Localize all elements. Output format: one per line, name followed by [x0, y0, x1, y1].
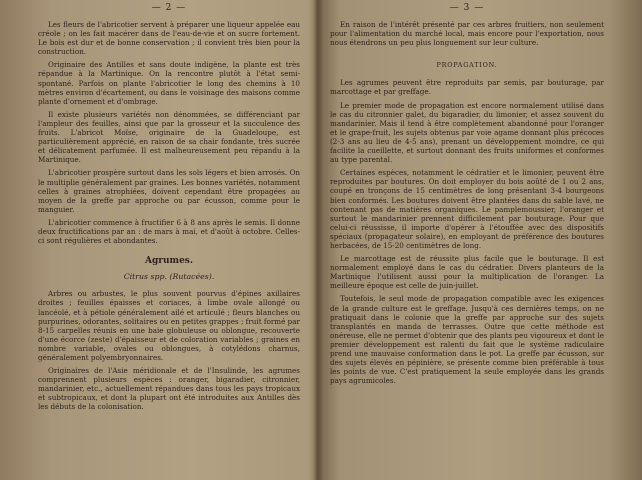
right-page: [330, 0, 604, 480]
section-heading: Agrumes.: [144, 256, 193, 267]
book-spine: [313, 0, 323, 480]
paragraph: Le premier mode de propagation est encore normalement utilisé dans le cas du citronnier galet, du bigaradier, du limonier, et assez souvent du mandarinier. Mais il tend à être complètement abandonné pour l'oranger et le grape-fruit, les sujets obtenus par voie agame donnant plus précoces (2-3 ans au lieu de 4-5 ans), prenant un développement moindre, ce qui facilite la cueillette, et surtout donnant des fruits uniformes et conformes au type parental.: [330, 100, 604, 165]
paragraph: L'abricotier commence à fructifier 6 à 8 ans après le semis. Il donne deux fructifications par an : de mars à mai, et d'août à octobre. Celles-ci sont régulières et abondantes.: [38, 217, 300, 246]
paragraph: Le marcottage est de réussite plus facile que le bouturage. Il est normalement employé dans le cas du cédratier. Divers planteurs de la Martinique l'utilisent aussi pour la multiplication de l'oranger. La meilleure époque est celle de juin-juillet.: [330, 254, 604, 291]
paragraph: Il existe plusieurs variétés non dénommées, se différenciant par l'ampleur des feuilles, ainsi que par la grosseur et la succulence des fruits. L'abricot Moïse, originaire de la Guadeloupe, est particulièrement apprécié, en raison de sa chair fondante, très sucrée et délicatement parfumée. Il est malheureusement peu répandu à la Martinique.: [38, 109, 300, 165]
paragraph: Arbres ou arbustes, le plus souvent pourvus d'épines axillaires droites ; feuilles épaisses et coriaces, à limbe ovale allongé ou lancéolé, et à pétiole généralement ailé et articulé ; fleurs blanches ou purpurines, odorantes, solitaires ou en petites grappes ; fruit formé par 8-15 carpelles réunis en une baie globuleuse ou oblongue, recouverte d'une écorce (zeste) d'épaisseur et de coloration variables ; graines en nombre variable, ovales ou oblongues, à cotylédons charnus, généralement polyembryonnaires.: [38, 289, 300, 362]
section-subheading: Citrus spp. (Rutacées).: [123, 272, 215, 282]
paragraph: L'abricotier prospère surtout dans les sols légers et bien arrosés. On le multiplie généralement par graines. Les bonnes variétés, notamment celles à graines atrophiées, doivent cependant être propagées au moyen de la greffe par approche ou par écusson, comme pour le manguier.: [38, 168, 300, 214]
page-number: — 3 —: [449, 3, 485, 13]
paragraph: Originaire des Antilles et sans doute indigène, la plante est très répandue à la Martinique. On la rencontre plutôt à l'état semi-spontané. Parfois on plante l'abricotier le long des chemins à 10 mètres environ d'écartement, ou dans le voisinage des maisons comme plante d'ornement et d'ombrage.: [38, 60, 300, 106]
paragraph: Certaines espèces, notamment le cédratier et le limonier, peuvent être reproduites par boutures. On doit employer du bois aoûté de 1 ou 2 ans, coupé en tronçons de 15 centimètres de long présentant 3-4 bourgeons bien conformés. Les boutures doivent être plantées dans du sable lavé, ne contenant pas de matières organiques. Le pamplemoussier, l'oranger et surtout le mandarinier prennent difficilement par bouturage. Pour que celui-ci réussisse, il importe d'opérer à l'étouffée avec des dispositifs spéciaux (propagateur solaire), en employant de préférence des boutures herbacées, de 15-20 centimètres de long.: [330, 168, 604, 250]
paragraph: Les fleurs de l'abricotier servent à préparer une liqueur appelée eau créole ; on les fait macérer dans de l'eau-de-vie et on sucre fortement. Le bois est dur et de bonne conservation ; il convient très bien pour la construction.: [38, 20, 300, 57]
paragraph: Originaires de l'Asie méridionale et de l'Insulinde, les agrumes comprennent plusieurs espèces : oranger, bigaradier, citronnier, mandarinier, etc., actuellement répandues dans tous les pays tropicaux et subtropicaux, et dont la plupart ont été introduites aux Antilles dès les débuts de la colonisation.: [38, 366, 300, 412]
left-page: [38, 0, 300, 480]
paragraph: Toutefois, le seul mode de propagation compatible avec les exigences de la grande culture est le greffage. Jusqu'à ces dernières temps, on ne pratiquait dans le colonie que la greffe par approche sur des sujets transplantés en manda de terrasses. Outre que cette méthode est onéreuse, elle ne permet d'obtenir que des plants peu vigoureux et dont le premier développement est ralenti du fait que le système radiculaire prend une mauvaise conformation dans le pot. La greffe par écusson, sur des sujets élevés en pépinière, se présente comme bien préférable à tous les points de vue. C'est pratiquement la seule employée dans les grands pays agrumicoles.: [330, 294, 604, 386]
paragraph: Les agrumes peuvent être reproduits par semis, par bouturage, par marcottage et par greffage.: [330, 78, 604, 97]
page-number: — 2 —: [151, 3, 187, 13]
section-heading: PROPAGATION.: [436, 61, 498, 70]
paragraph: En raison de l'intérêt présenté par ces arbres fruitiers, non seulement pour l'alimentation du marché local, mais encore pour l'exportation, nous nous étendrons un peu plus longuement sur leur culture.: [330, 20, 604, 48]
